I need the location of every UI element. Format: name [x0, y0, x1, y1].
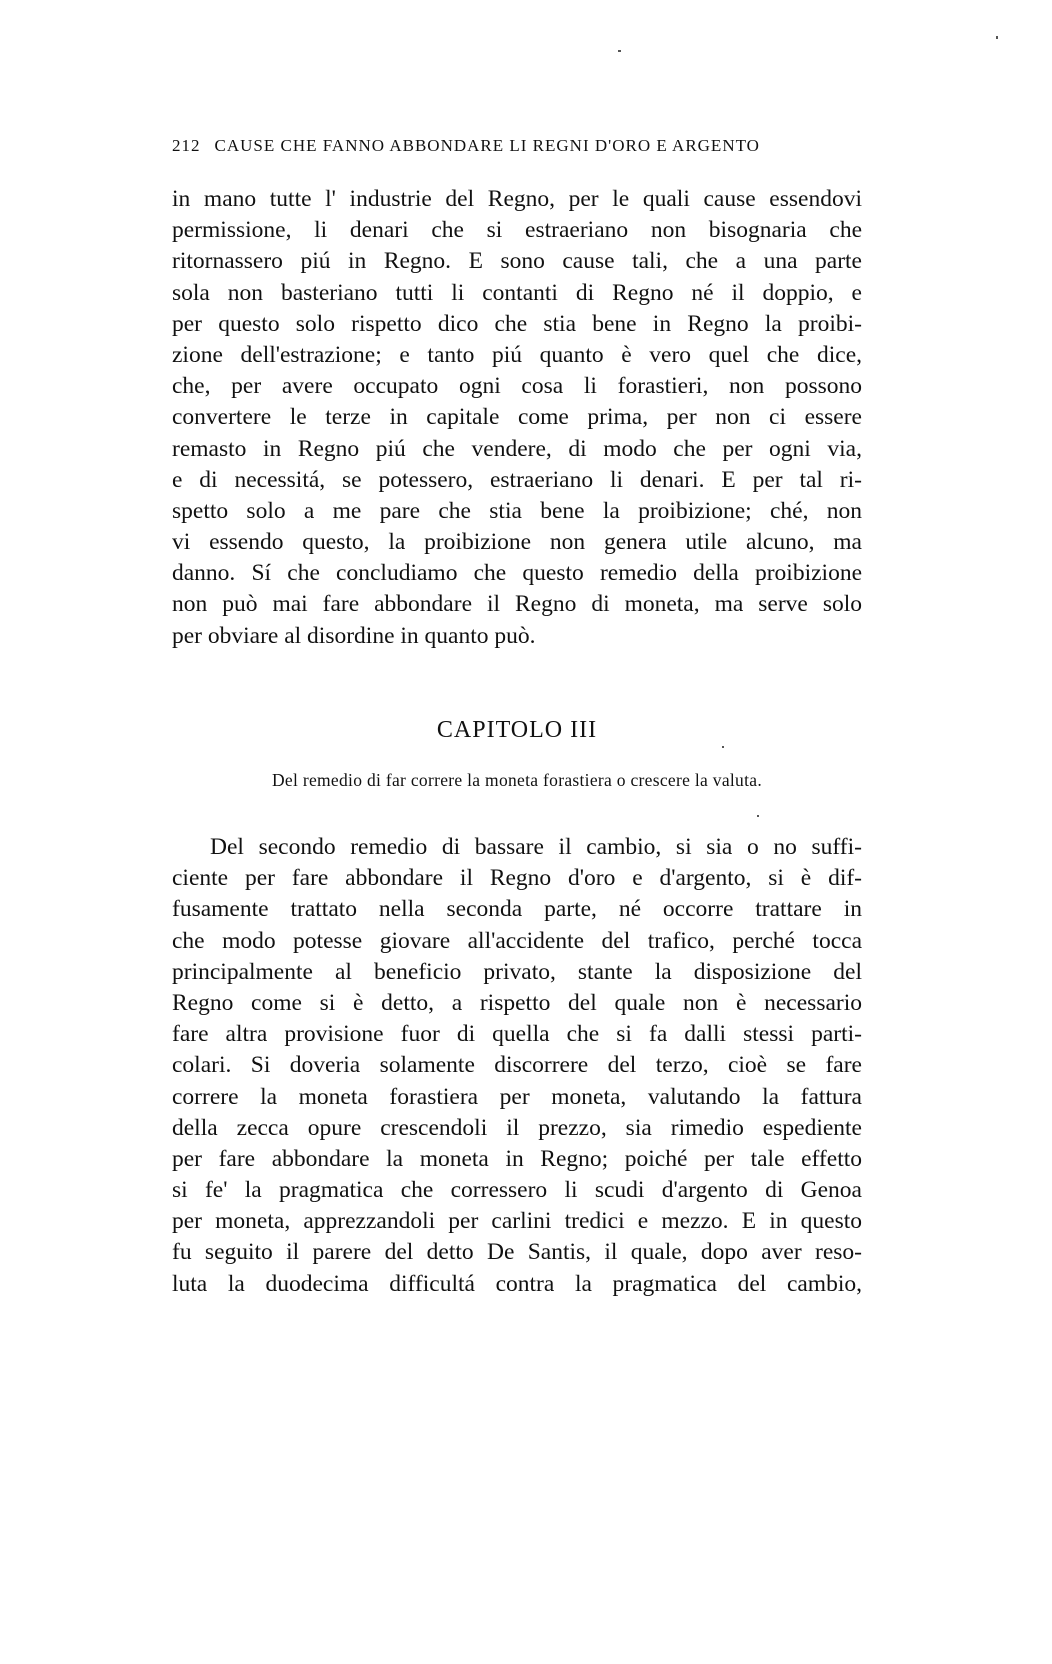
text-line: che, per avere occupato ogni cosa li forastieri, non possono	[172, 373, 862, 400]
text-line: principalmente al beneficio privato, stante la disposizione del	[172, 958, 862, 985]
text-line: spetto solo a me pare che stia bene la proibizione; ché, non	[172, 497, 862, 524]
chapter-subtitle: Del remedio di far correre la moneta forastiera o crescere la valuta.	[271, 770, 763, 790]
text-line: colari. Si doveria solamente discorrere del terzo, cioè se fare	[172, 1052, 862, 1079]
scan-speck	[996, 36, 998, 39]
text-line: per fare abbondare la moneta in Regno; poiché per tale effetto	[172, 1145, 862, 1172]
text-line: ritornassero piú in Regno. E sono cause tali, che a una parte	[172, 248, 862, 275]
text-line: e di necessitá, se potessero, estraeriano li denari. E per tal ri-	[172, 466, 862, 493]
text-line: ciente per fare abbondare il Regno d'oro e d'argento, si è dif-	[172, 865, 862, 892]
text-block-continuation	[172, 184, 862, 652]
running-head	[172, 136, 872, 156]
text-line: fare altra provisione fuor di quella che si fa dalli stessi parti-	[172, 1021, 862, 1048]
text-line: zione dell'estrazione; e tanto piú quanto è vero quel che dice,	[172, 341, 862, 368]
text-line: remasto in Regno piú che vendere, di modo che per ogni via,	[172, 435, 862, 462]
text-block-chapter	[172, 832, 862, 1300]
text-line: correre la moneta forastiera per moneta, valutando la fattura	[172, 1083, 862, 1110]
text-line: Del secondo remedio di bassare il cambio, si sia o no suffi-	[210, 834, 862, 860]
text-line: fu seguito il parere del detto De Santis, il quale, dopo aver reso-	[172, 1239, 862, 1266]
text-line: convertere le terze in capitale come prima, per non ci essere	[172, 404, 862, 431]
text-line: danno. Sí che concludiamo che questo remedio della proibizione	[172, 560, 862, 587]
scan-speck	[757, 815, 759, 817]
text-line: per obviare al disordine in quanto può.	[172, 622, 536, 649]
text-line: della zecca opure crescendoli il prezzo, sia rimedio espediente	[172, 1114, 862, 1141]
running-title: CAUSE CHE FANNO ABBONDARE LI REGNI D'ORO E ARGENTO	[214, 136, 760, 155]
text-line: sola non basteriano tutti li contanti di Regno né il doppio, e	[172, 279, 862, 306]
text-line: in mano tutte l' industrie del Regno, per le quali cause essendovi	[172, 186, 862, 212]
text-line: per questo solo rispetto dico che stia bene in Regno la proibi-	[172, 310, 862, 337]
text-line: permissione, li denari che si estraeriano non bisognaria che	[172, 217, 862, 244]
text-line: Regno come si è detto, a rispetto del quale non è necessario	[172, 989, 862, 1016]
text-line: fusamente trattato nella seconda parte, né occorre trattare in	[172, 896, 862, 923]
scan-speck	[722, 746, 724, 748]
scan-speck	[618, 50, 621, 52]
text-line: luta la duodecima difficultá contra la pragmatica del cambio,	[172, 1270, 862, 1297]
text-line: vi essendo questo, la proibizione non genera utile alcuno, ma	[172, 529, 862, 556]
text-line: che modo potesse giovare all'accidente del trafico, perché tocca	[172, 927, 862, 954]
text-line: non può mai fare abbondare il Regno di moneta, ma serve solo	[172, 591, 862, 618]
text-line: si fe' la pragmatica che corressero li scudi d'argento di Genoa	[172, 1177, 862, 1204]
text-line: per moneta, apprezzandoli per carlini tredici e mezzo. E in questo	[172, 1208, 862, 1235]
chapter-title: CAPITOLO III	[436, 717, 598, 743]
page-number: 212	[172, 136, 201, 155]
